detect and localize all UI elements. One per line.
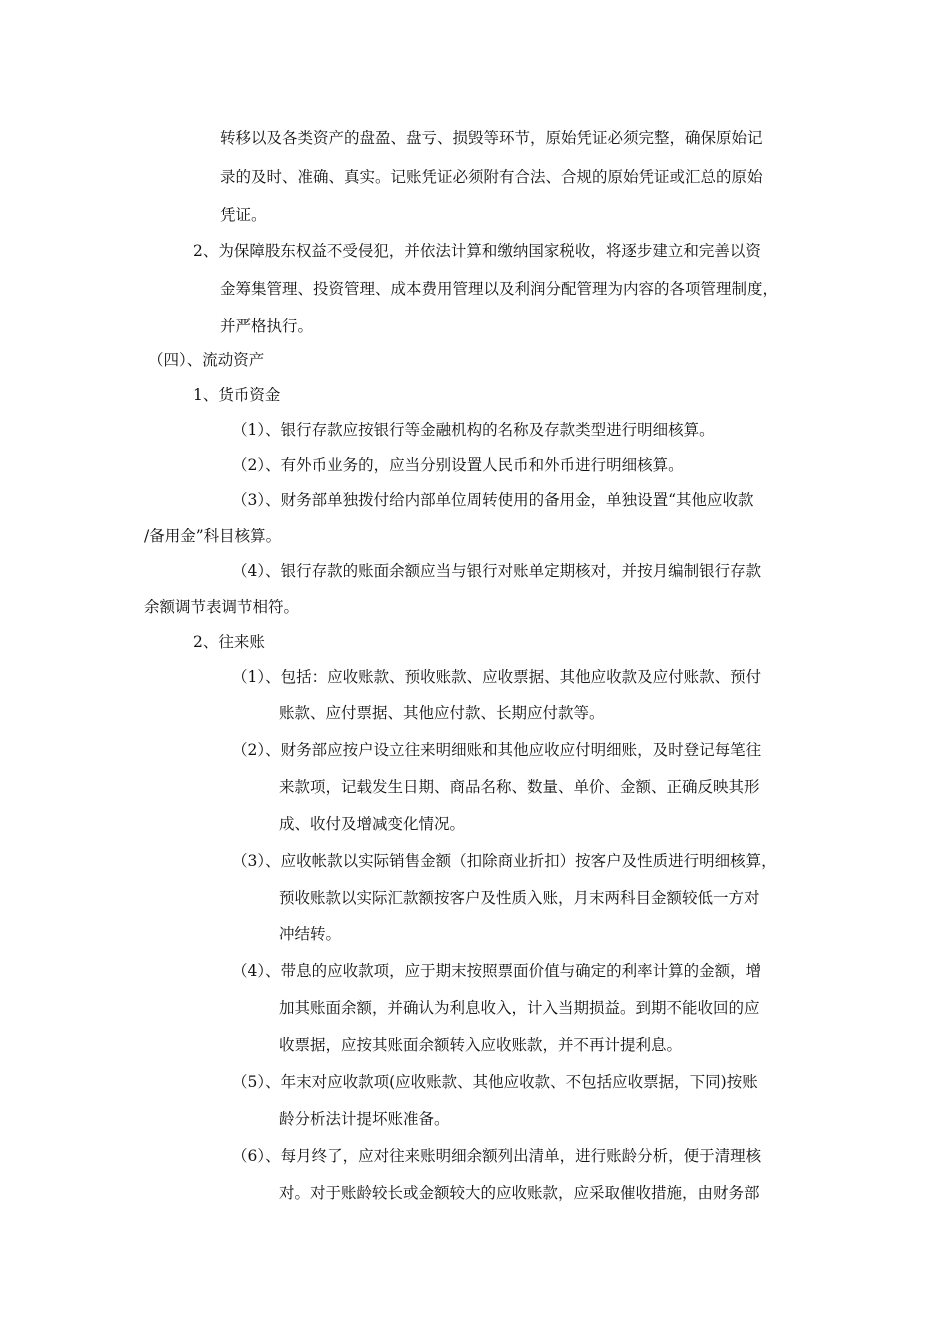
section-heading: （四）、流动资产 <box>148 351 265 369</box>
text-line: （2）、财务部应按户设立往来明细账和其他应收应付明细账，及时登记每笔往 <box>232 741 762 759</box>
text-line: 来款项，记载发生日期、商品名称、数量、单价、金额、正确反映其形 <box>279 778 760 796</box>
text-line: 余额调节表调节相符。 <box>144 598 300 616</box>
text-line: （4）、带息的应收款项，应于期末按照票面价值与确定的利率计算的金额，增 <box>232 962 762 980</box>
text-line: 对。对于账龄较长或金额较大的应收账款，应采取催收措施，由财务部 <box>279 1184 760 1202</box>
text-line: 预收账款以实际汇款额按客户及性质入账，月末两科目金额较低一方对 <box>279 889 760 907</box>
text-line: /备用金”科目核算。 <box>144 527 282 545</box>
text-line: （1）、银行存款应按银行等金融机构的名称及存款类型进行明细核算。 <box>232 421 715 439</box>
subsection-heading: 2、往来账 <box>193 633 265 651</box>
text-line: （1）、包括：应收账款、预收账款、应收票据、其他应收款及应付账款、预付 <box>232 668 762 686</box>
text-line: 成、收付及增减变化情况。 <box>279 815 466 833</box>
text-line: 账款、应付票据、其他应付款、长期应付款等。 <box>279 704 605 722</box>
text-line: 并严格执行。 <box>220 317 314 335</box>
text-line: 收票据，应按其账面余额转入应收账款，并不再计提利息。 <box>279 1036 683 1054</box>
text-line: 录的及时、准确、真实。记账凭证必须附有合法、合规的原始凭证或汇总的原始 <box>220 168 763 186</box>
text-line: （2）、有外币业务的，应当分别设置人民币和外币进行明细核算。 <box>232 456 684 474</box>
text-line: 转移以及各类资产的盘盈、盘亏、损毁等环节，原始凭证必须完整，确保原始记 <box>220 129 763 147</box>
text-line: 凭证。 <box>220 206 267 224</box>
text-line: （3）、应收帐款以实际销售金额（扣除商业折扣）按客户及性质进行明细核算， <box>232 852 777 870</box>
subsection-heading: 1、货币资金 <box>193 386 281 404</box>
text-line: 金筹集管理、投资管理、成本费用管理以及利润分配管理为内容的各项管理制度， <box>220 280 779 298</box>
text-line: （4）、银行存款的账面余额应当与银行对账单定期核对，并按月编制银行存款 <box>232 562 762 580</box>
text-line: 加其账面余额，并确认为利息收入，计入当期损益。到期不能收回的应 <box>279 999 760 1017</box>
text-line: （3）、财务部单独拨付给内部单位周转使用的备用金，单独设置“其他应收款 <box>232 491 754 509</box>
text-line: （6）、每月终了，应对往来账明细余额列出清单，进行账龄分析，便于清理核 <box>232 1147 762 1165</box>
text-line: （5）、年末对应收款项(应收账款、其他应收款、不包括应收票据，下同)按账 <box>232 1073 758 1091</box>
text-line: 龄分析法计提坏账准备。 <box>279 1110 450 1128</box>
text-line: 冲结转。 <box>279 925 342 943</box>
text-line: 2、为保障股东权益不受侵犯，并依法计算和缴纳国家税收，将逐步建立和完善以资 <box>193 242 761 260</box>
